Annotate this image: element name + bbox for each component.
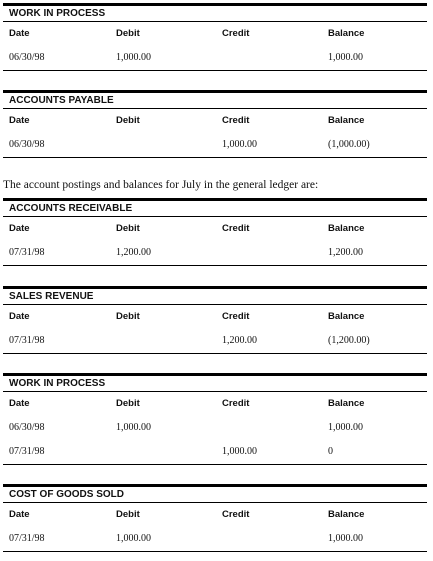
debit-header: Debit (116, 115, 140, 126)
ledger-account-work-in-process-july (3, 373, 427, 465)
ledger-row (3, 241, 427, 266)
balance-header: Balance (328, 28, 365, 39)
row-date: 07/31/98 (9, 446, 45, 457)
row-date: 07/31/98 (9, 247, 45, 258)
row-balance: (1,200.00) (328, 335, 370, 346)
row-date: 06/30/98 (9, 139, 45, 150)
balance-header: Balance (328, 223, 365, 234)
row-debit: 1,000.00 (116, 533, 151, 544)
ledger-account-cost-of-goods-sold (3, 484, 427, 552)
debit-header: Debit (116, 28, 140, 39)
row-credit: 1,000.00 (222, 446, 257, 457)
account-title: ACCOUNTS RECEIVABLE (3, 198, 427, 217)
account-title: COST OF GOODS SOLD (3, 484, 427, 503)
row-date: 07/31/98 (9, 335, 45, 346)
row-debit: 1,000.00 (116, 52, 151, 63)
credit-header: Credit (222, 115, 250, 126)
account-title: SALES REVENUE (3, 286, 427, 305)
column-header-row (3, 22, 427, 46)
ledger-row (3, 329, 427, 354)
column-header-row (3, 217, 427, 241)
account-title: WORK IN PROCESS (3, 3, 427, 22)
ledger-account-accounts-payable (3, 90, 427, 158)
date-header: Date (9, 28, 30, 39)
row-debit: 1,200.00 (116, 247, 151, 258)
ledger-account-work-in-process (3, 3, 427, 71)
debit-header: Debit (116, 509, 140, 520)
debit-header: Debit (116, 223, 140, 234)
column-header-row (3, 109, 427, 133)
date-header: Date (9, 509, 30, 520)
row-balance: 1,000.00 (328, 52, 363, 63)
row-credit: 1,000.00 (222, 139, 257, 150)
date-header: Date (9, 115, 30, 126)
row-balance: 1,000.00 (328, 533, 363, 544)
column-header-row (3, 392, 427, 416)
balance-header: Balance (328, 398, 365, 409)
account-title: ACCOUNTS PAYABLE (3, 90, 427, 109)
ledger-row (3, 527, 427, 552)
row-balance: 1,000.00 (328, 422, 363, 433)
balance-header: Balance (328, 311, 365, 322)
ledger-row (3, 440, 427, 465)
debit-header: Debit (116, 311, 140, 322)
debit-header: Debit (116, 398, 140, 409)
credit-header: Credit (222, 311, 250, 322)
column-header-row (3, 305, 427, 329)
row-date: 06/30/98 (9, 422, 45, 433)
row-balance: (1,000.00) (328, 139, 370, 150)
ledger-account-accounts-receivable (3, 198, 427, 266)
date-header: Date (9, 223, 30, 234)
date-header: Date (9, 398, 30, 409)
ledger-row (3, 416, 427, 440)
row-balance: 0 (328, 446, 333, 457)
row-date: 07/31/98 (9, 533, 45, 544)
credit-header: Credit (222, 223, 250, 234)
credit-header: Credit (222, 398, 250, 409)
balance-header: Balance (328, 509, 365, 520)
credit-header: Credit (222, 28, 250, 39)
date-header: Date (9, 311, 30, 322)
ledger-row (3, 133, 427, 158)
ledger-row (3, 46, 427, 71)
balance-header: Balance (328, 115, 365, 126)
ledger-account-sales-revenue (3, 286, 427, 354)
row-credit: 1,200.00 (222, 335, 257, 346)
narrative-text: The account postings and balances for July in the general ledger are: (3, 179, 319, 191)
row-date: 06/30/98 (9, 52, 45, 63)
row-debit: 1,000.00 (116, 422, 151, 433)
column-header-row (3, 503, 427, 527)
credit-header: Credit (222, 509, 250, 520)
account-title: WORK IN PROCESS (3, 373, 427, 392)
row-balance: 1,200.00 (328, 247, 363, 258)
